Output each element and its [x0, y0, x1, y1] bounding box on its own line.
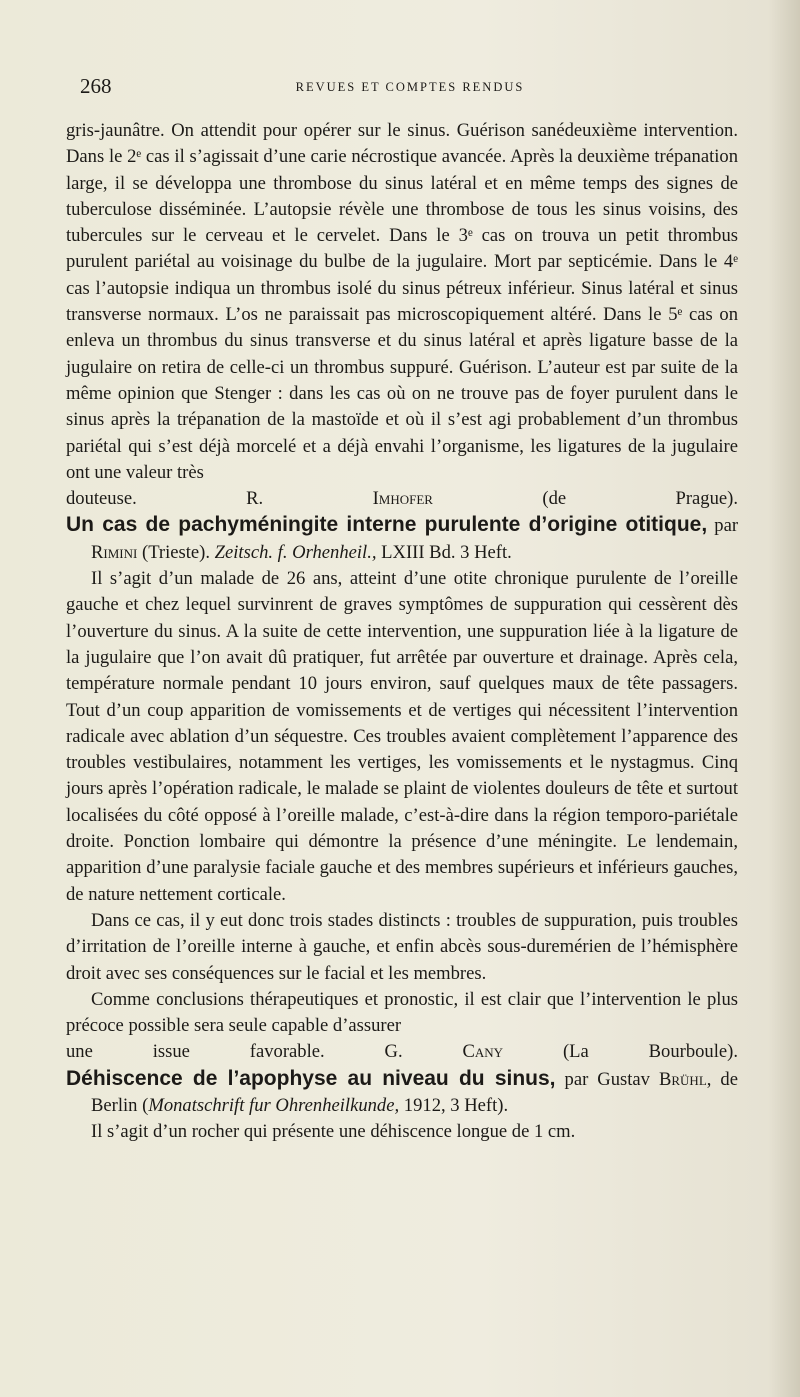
signature-lead: douteuse.: [66, 488, 137, 510]
review-paragraph: Il s’agit d’un rocher qui présente une déhiscence longue de 1 cm.: [91, 1121, 576, 1143]
article-author: Rimini: [91, 541, 138, 563]
byline-prefix: par Gustav: [564, 1068, 650, 1090]
review-signature-line: [66, 1039, 738, 1065]
article-heading: Déhiscence de l’apophyse au niveau du sinus, par Gustav Brühl, de Berlin (Monatschrift fur Ohrenheilkunde, 1912, 3 Heft).: [66, 1066, 738, 1116]
review-paragraph: Comme conclusions thérapeutiques et pronostic, il est clair que l’intervention le plus précoce possible sera seule capable d’assurer: [66, 988, 738, 1037]
review-paragraph: Dans ce cas, il y eut donc trois stades distincts : troubles de suppuration, puis troubles d’irritation de l’oreille interne à gauche, et enfin abcès sous-duremérien de l’hémisphère droit avec ses conséquences sur le facial et les membres.: [66, 909, 738, 984]
author-place: (Trieste).: [142, 541, 211, 563]
reviewer-signature: [385, 1041, 738, 1062]
signature-lead: une issue favorable.: [66, 1041, 325, 1063]
reviewer-place: (de Prague).: [542, 488, 738, 510]
running-title: REVUES ET COMPTES RENDUS: [295, 80, 525, 94]
body-text: [66, 118, 738, 1146]
review-paragraph: gris-jaunâtre. On attendit pour opérer sur le sinus. Guérison sanédeuxième intervention. Dans le 2ᵉ cas il s’agissait d’une carie nécrostique avancée. Après la deuxième trépanation large, il se développa une thrombose du sinus latéral et en même temps des signes de tuberculose disséminée. L’autopsie révèle une thrombose de tous les sinus voisins, des tubercules sur le cerveau et le cervelet. Dans le 3ᵉ cas on trouva un petit thrombus purulent pariétal au voisinage du bulbe de la jugulaire. Mort par septicémie. Dans le 4ᵉ cas l’autopsie indiqua un thrombus isolé du sinus pétreux inférieur. Sinus latéral et sinus transverse normaux. L’os ne paraissait pas microscopiquement altéré. Dans le 5ᵉ cas on enleva un thrombus du sinus transverse et du sinus latéral et après ligature basse de la jugulaire on retira de celle-ci un thrombus suppuré. Guérison. L’auteur est par suite de la même opinion que Stenger : dans les cas où on ne trouve pas de foyer purulent dans le sinus après la trépanation de la mastoïde et où il s’est agi probablement d’un thrombus pariétal qui s’est déjà morcelé et a déjà envahi l’organisme, les ligatures de la jugulaire ont une valeur très: [66, 120, 738, 483]
article-author: Brühl: [658, 1068, 707, 1090]
page-header: [80, 74, 740, 100]
page-number: 268: [80, 74, 112, 98]
review-paragraph: Il s’agit d’un malade de 26 ans, atteint d’une otite chronique purulente de l’oreille gauche et chez lequel survinrent de graves symptômes de suppuration qui cessèrent dès l’ouverture du sinus. A la suite de cette intervention, une suppuration liée à la ligature de la jugulaire que l’on avait dû pratiquer, fut arrêtée par ouverture et drainage. Après cela, température normale pendant 10 jours environ, sauf quelques maux de tête passagers. Tout d’un coup apparition de vomissements et de vertiges qui nécessitent l’intervention radicale avec ablation d’un séquestre. Ces troubles avaient complètement l’apparence des troubles vestibulaires, notamment les vertiges, les vomissements et le nystagmus. Cinq jours après l’opération radicale, le malade se plaint de violentes douleurs de tête et surtout localisées du côté opposé à l’oreille malade, c’est-à-dire dans la région temporo-pariétale droite. Ponction lombaire qui démontre la présence d’une méningite. Le lendemain, apparition d’une paralysie faciale gauche et des membres supérieurs et inférieurs gauches, de nature nettement corticale.: [66, 568, 738, 905]
journal-name: Zeitsch. f. Orhenheil.,: [214, 541, 377, 563]
article-heading: [66, 512, 738, 566]
journal-name: Monatschrift fur Ohrenheilkunde,: [148, 1094, 400, 1116]
reviewer-place: (La Bourboule).: [562, 1041, 738, 1063]
reviewer-signature: [246, 488, 738, 509]
byline-prefix: par: [714, 515, 739, 537]
article-title: Un cas de pachyméningite interne purulente d’origine otitique,: [66, 513, 708, 537]
reviewer-name: G. Cany: [384, 1041, 504, 1063]
reviewer-name: R. Imhofer: [246, 488, 433, 510]
article-title: Déhiscence de l’apophyse au niveau du sinus,: [66, 1066, 556, 1090]
journal-reference: 1912, 3 Heft).: [403, 1094, 509, 1116]
journal-reference: LXIII Bd. 3 Heft.: [381, 541, 512, 563]
review-signature-line: [66, 486, 738, 512]
author-place: , de Berlin: [91, 1068, 738, 1116]
